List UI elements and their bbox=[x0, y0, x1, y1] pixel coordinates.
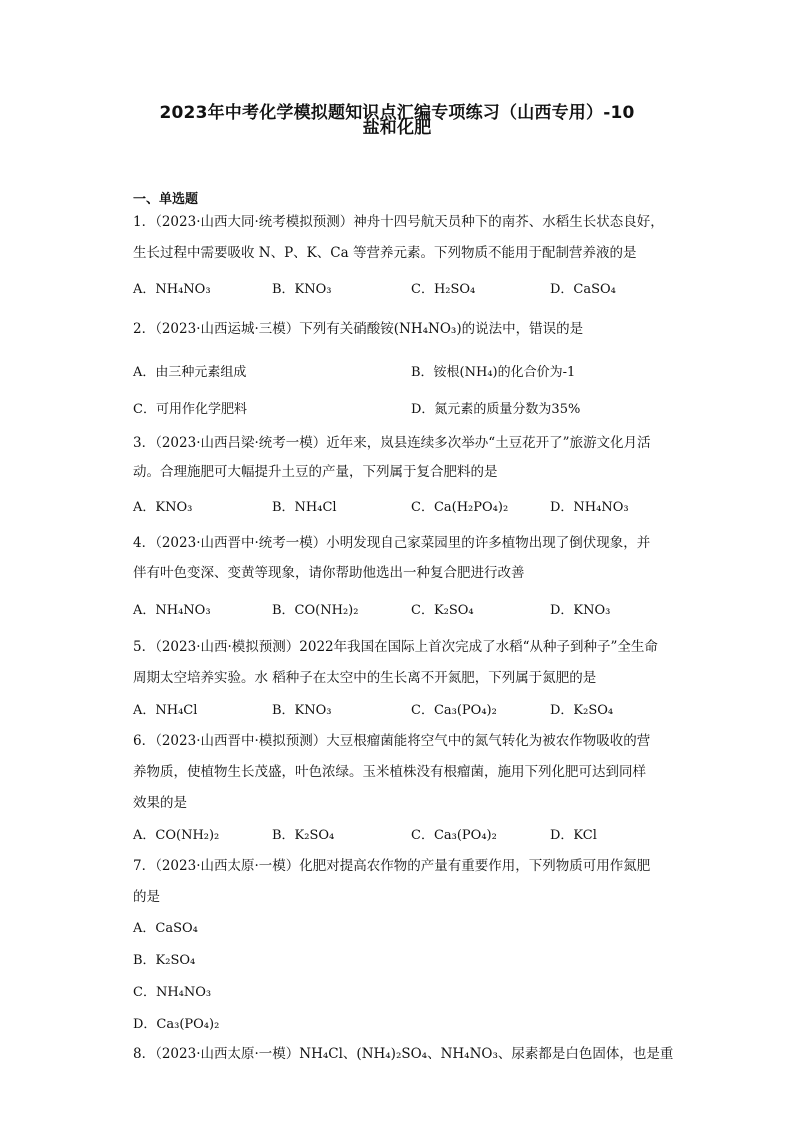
question-5-option-a: A．NH₄Cl bbox=[133, 703, 198, 718]
question-5-option-d: D．K₂SO₄ bbox=[550, 703, 614, 718]
question-4-line-2: 伴有叶色变深、变黄等现象，请你帮助他选出一种复合肥进行改善 bbox=[133, 565, 525, 581]
question-3-option-d: D．NH₄NO₃ bbox=[550, 500, 629, 515]
question-7-line-1: 7．（2023·山西太原·一模）化肥对提高农作物的产量有重要作用，下列物质可用作氮肥 bbox=[133, 858, 651, 874]
question-6-option-b: B．K₂SO₄ bbox=[272, 828, 335, 843]
question-2-option-a: A．由三种元素组成 bbox=[133, 365, 247, 380]
question-2-line-1: 2．（2023·山西运城·三模）下列有关硝酸铵(NH₄NO₃)的说法中，错误的是 bbox=[133, 321, 584, 337]
question-4-option-c: C．K₂SO₄ bbox=[411, 603, 474, 618]
question-6-option-c: C．Ca₃(PO₄)₂ bbox=[411, 828, 497, 843]
question-5-line-2: 周期太空培养实验。水 稻种子在太空中的生长离不开氮肥，下列属于氮肥的是 bbox=[133, 670, 597, 686]
question-5-option-c: C．Ca₃(PO₄)₂ bbox=[411, 703, 497, 718]
question-1-line-2: 生长过程中需要吸收 N、P、K、Ca 等营养元素。下列物质不能用于配制营养液的是 bbox=[133, 245, 637, 261]
question-1-option-d: D．CaSO₄ bbox=[550, 282, 616, 297]
question-4-option-d: D．KNO₃ bbox=[550, 603, 611, 618]
document-title-line-1: 2023年中考化学模拟题知识点汇编专项练习（山西专用）-10 bbox=[159, 103, 635, 123]
question-3-line-2: 动。合理施肥可大幅提升土豆的产量，下列属于复合肥料的是 bbox=[133, 464, 498, 480]
question-6-line-3: 效果的是 bbox=[133, 795, 187, 811]
question-6-line-2: 养物质，使植物生长茂盛，叶色浓绿。玉米植株没有根瘤菌，施用下列化肥可达到同样 bbox=[133, 764, 646, 780]
question-4-line-1: 4．（2023·山西晋中·统考一模）小明发现自己家菜园里的许多植物出现了倒伏现象，并 bbox=[133, 535, 651, 551]
question-7-line-2: 的是 bbox=[133, 889, 160, 905]
question-2-option-d: D．氮元素的质量分数为35% bbox=[411, 402, 581, 417]
question-3-option-c: C．Ca(H₂PO₄)₂ bbox=[411, 500, 509, 515]
question-2-option-b: B．铵根(NH₄)的化合价为-1 bbox=[411, 365, 576, 380]
question-5-line-1: 5．（2023·山西·模拟预测）2022年我国在国际上首次完成了水稻“从种子到种子”全生命 bbox=[133, 639, 658, 655]
question-8-line-1: 8．（2023·山西太原·一模）NH₄Cl、(NH₄)₂SO₄、NH₄NO₃、尿素都是白色固体，也是重 bbox=[133, 1046, 674, 1062]
question-7-option-d: D．Ca₃(PO₄)₂ bbox=[133, 1017, 220, 1032]
question-7-option-a: A．CaSO₄ bbox=[133, 921, 198, 936]
question-3-option-b: B．NH₄Cl bbox=[272, 500, 337, 515]
question-1-option-a: A．NH₄NO₃ bbox=[133, 282, 211, 297]
question-3-option-a: A．KNO₃ bbox=[133, 500, 193, 515]
question-4-option-a: A．NH₄NO₃ bbox=[133, 603, 211, 618]
question-4-option-b: B．CO(NH₂)₂ bbox=[272, 603, 359, 618]
question-6-option-a: A．CO(NH₂)₂ bbox=[133, 828, 220, 843]
question-7-option-c: C．NH₄NO₃ bbox=[133, 985, 212, 1000]
question-6-option-d: D．KCl bbox=[550, 828, 597, 843]
question-1-option-c: C．H₂SO₄ bbox=[411, 282, 476, 297]
section-heading: 一、单选题 bbox=[133, 192, 199, 207]
question-7-option-b: B．K₂SO₄ bbox=[133, 953, 196, 968]
question-5-option-b: B．KNO₃ bbox=[272, 703, 332, 718]
question-3-line-1: 3．（2023·山西吕梁·统考一模）近年来，岚县连续多次举办“土豆花开了”旅游文化月活 bbox=[133, 435, 651, 451]
question-2-option-c: C．可用作化学肥料 bbox=[133, 402, 247, 417]
question-1-line-1: 1．（2023·山西大同·统考模拟预测）神舟十四号航天员种下的南芥、水稻生长状态良好， bbox=[133, 214, 664, 230]
document-title-line-2: 盐和化肥 bbox=[362, 118, 432, 138]
question-6-line-1: 6．（2023·山西晋中·模拟预测）大豆根瘤菌能将空气中的氮气转化为被农作物吸收的营 bbox=[133, 733, 651, 749]
question-1-option-b: B．KNO₃ bbox=[272, 282, 332, 297]
